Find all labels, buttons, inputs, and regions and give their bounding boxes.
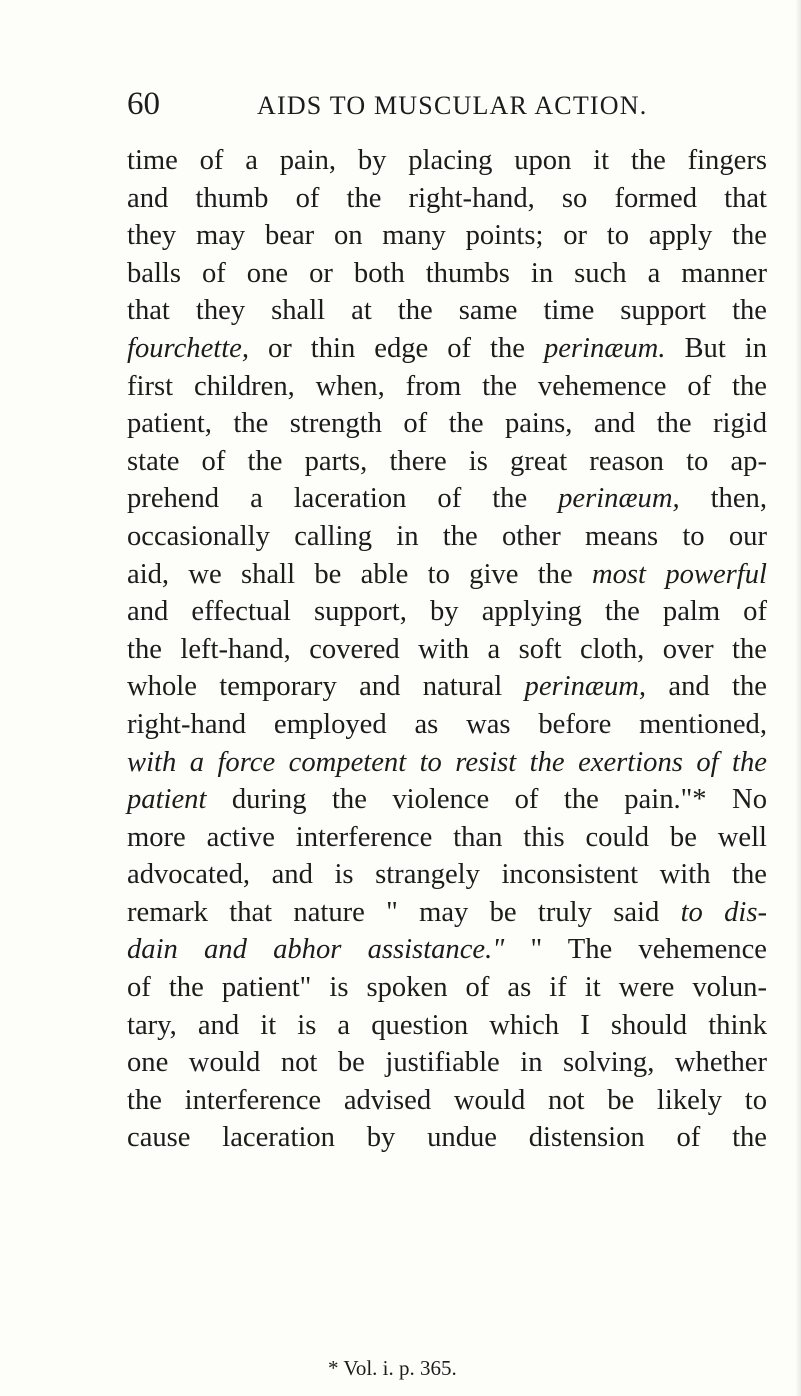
text-segment: then, xyxy=(679,483,767,515)
text-line xyxy=(127,142,767,180)
text-line xyxy=(127,593,767,631)
page-edge-shadow xyxy=(795,0,801,1396)
text-segment: time of a pain, by placing upon it the fingers xyxy=(127,145,767,176)
text-line xyxy=(127,255,767,293)
running-head: AIDS TO MUSCULAR ACTION. xyxy=(257,91,648,120)
text-line xyxy=(127,856,767,894)
text-line xyxy=(127,631,767,669)
text-segment: cause laceration by undue distension of the xyxy=(127,1122,767,1154)
text-line xyxy=(127,1119,767,1157)
text-line xyxy=(127,894,767,932)
text-segment: or thin edge of the xyxy=(249,332,544,364)
text-segment: balls of one or both thumbs in such a manner xyxy=(127,257,767,289)
italic-text: to dis- xyxy=(680,896,767,928)
text-line xyxy=(127,1007,767,1045)
italic-text: patient xyxy=(127,784,207,816)
italic-text: dain and abhor assistance." xyxy=(127,934,505,966)
italic-text: perinæum. xyxy=(543,332,666,364)
text-segment: the interference advised would not be likely to xyxy=(127,1084,767,1116)
text-line xyxy=(127,1044,767,1082)
text-segment: whole temporary and natural xyxy=(127,671,525,703)
text-segment: prehend a laceration of the xyxy=(127,483,559,515)
body-text xyxy=(127,142,767,1157)
text-line xyxy=(127,668,767,706)
text-segment: state of the parts, there is great reason to ap- xyxy=(127,445,767,477)
text-line xyxy=(127,292,767,330)
text-segment: first children, when, from the vehemence of the xyxy=(127,370,767,402)
italic-text: perinæum, xyxy=(524,671,647,703)
text-segment: the left-hand, covered with a soft cloth, over the xyxy=(127,633,767,665)
text-line xyxy=(127,180,767,218)
footnote: * Vol. i. p. 365. xyxy=(328,1356,457,1380)
page-number: 60 xyxy=(127,86,160,122)
page-header xyxy=(127,84,767,124)
text-line xyxy=(127,330,767,368)
text-line xyxy=(127,706,767,744)
text-segment: patient, the strength of the pains, and the rigid xyxy=(127,408,767,440)
text-segment: more active interference than this could be well xyxy=(127,821,767,853)
text-segment: " The vehemence xyxy=(504,934,767,966)
text-line xyxy=(127,781,767,819)
text-segment: and the xyxy=(646,671,767,703)
text-segment: right-hand employed as was before mentioned, xyxy=(127,708,767,740)
text-segment: remark that nature " may be truly said xyxy=(127,896,681,928)
text-line xyxy=(127,480,767,518)
italic-text: fourchette, xyxy=(127,332,250,364)
text-segment: that they shall at the same time support the xyxy=(127,295,767,327)
text-segment: occasionally calling in the other means to our xyxy=(127,520,767,552)
text-line xyxy=(127,443,767,481)
text-segment: tary, and it is a question which I should think xyxy=(127,1009,767,1041)
text-line xyxy=(127,518,767,556)
text-line xyxy=(127,931,767,969)
text-segment: and effectual support, by applying the palm of xyxy=(127,596,767,628)
text-line xyxy=(127,819,767,857)
text-line xyxy=(127,405,767,443)
text-segment: during the violence of the pain."* No xyxy=(206,784,767,816)
text-segment: But in xyxy=(665,332,767,364)
text-segment: advocated, and is strangely inconsistent with the xyxy=(127,859,767,891)
text-line xyxy=(127,556,767,594)
text-line xyxy=(127,1082,767,1120)
text-line xyxy=(127,217,767,255)
text-line xyxy=(127,368,767,406)
text-segment: of the patient" is spoken of as if it were volun- xyxy=(127,972,767,1004)
text-line xyxy=(127,744,767,782)
text-segment: one would not be justifiable in solving, whether xyxy=(127,1047,767,1079)
text-segment: and thumb of the right-hand, so formed that xyxy=(127,182,767,214)
italic-text: most powerful xyxy=(591,558,767,590)
italic-text: with a force competent to resist the exertions of the xyxy=(127,746,767,778)
italic-text: perinæum, xyxy=(558,483,680,515)
text-segment: they may bear on many points; or to apply the xyxy=(127,220,767,252)
text-segment: aid, we shall be able to give the xyxy=(127,558,592,590)
text-line xyxy=(127,969,767,1007)
